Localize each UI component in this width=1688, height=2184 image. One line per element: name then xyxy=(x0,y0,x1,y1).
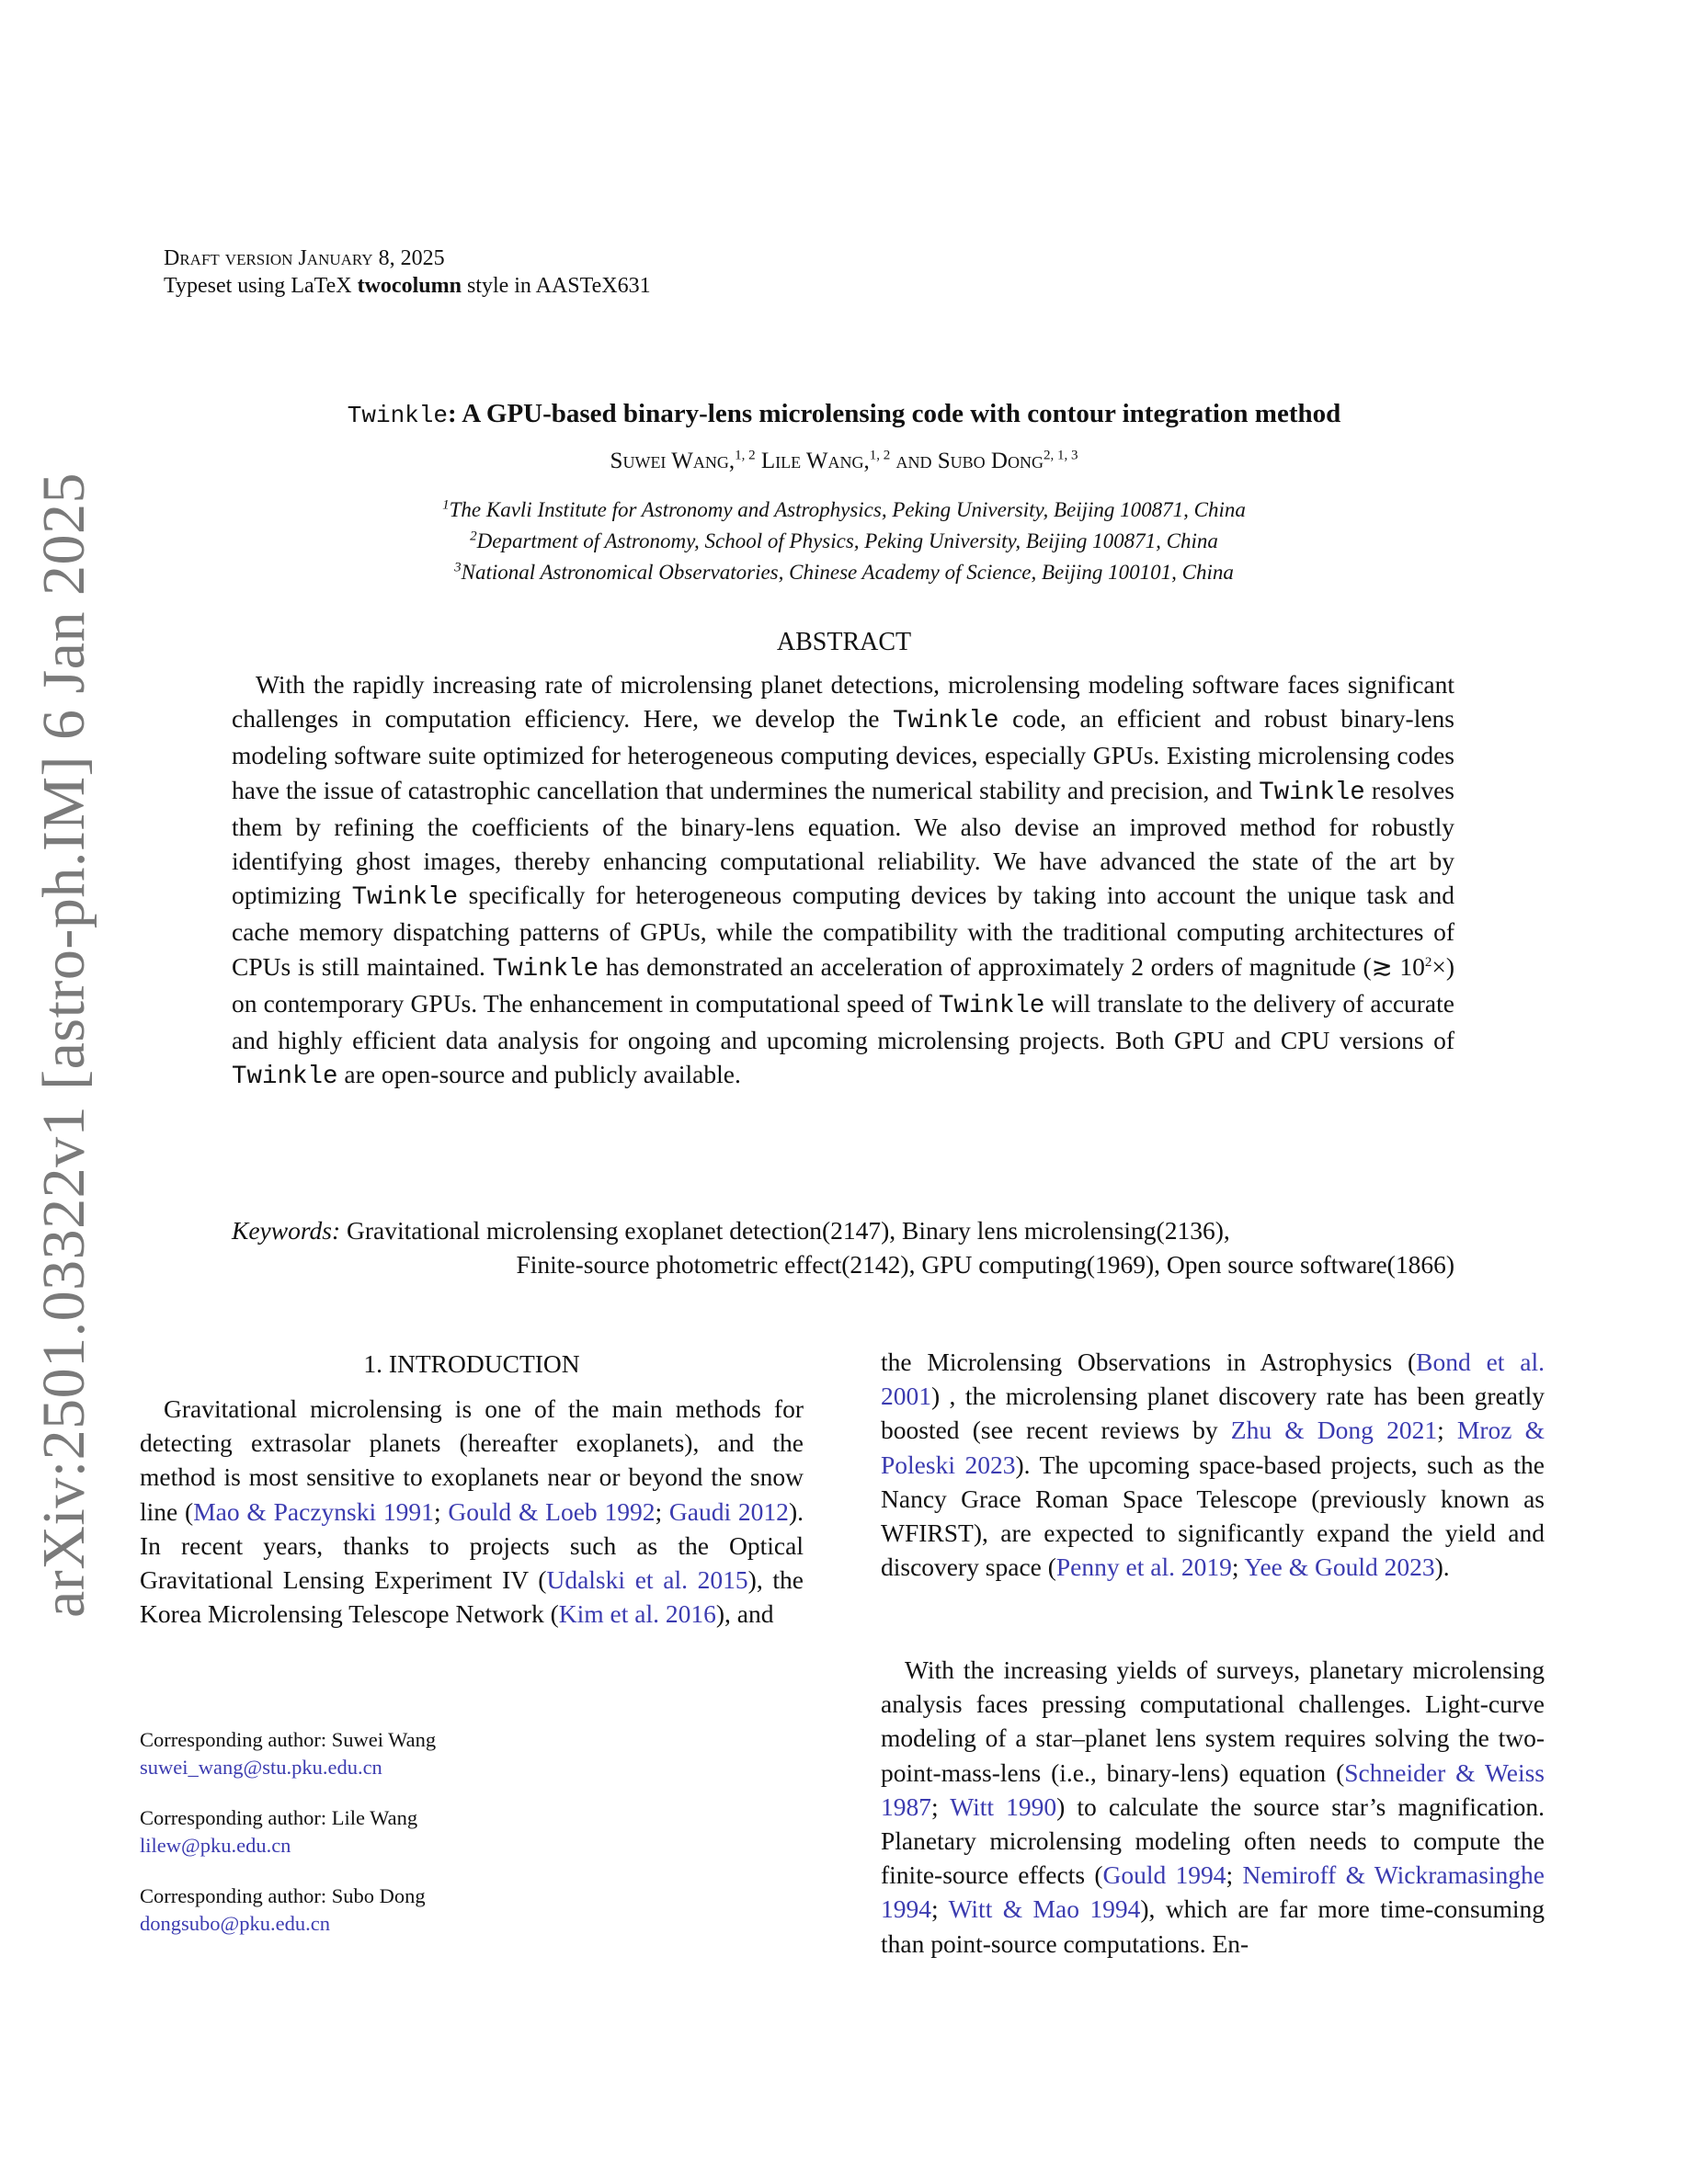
abstract-text: resolves them by refining the coefficients of the binary-lens equation. We also devise an improved method for robustly identifying ghost images, thereby enhancing computational reliability. We have advanced the state of the art by optimizing xyxy=(232,775,1454,910)
citation-link[interactable]: Mao & Paczynski 1991 xyxy=(193,1496,434,1526)
citation-link[interactable]: Witt & Mao 1994 xyxy=(948,1894,1141,1924)
abstract-text: specifically for heterogeneous computing devices by taking into account the unique task and cache memory dispatching patterns of GPUs, while the compatibility with the traditional computing architectures of CPUs is still maintained. xyxy=(232,881,1454,981)
author-1-affil: 1, 2 xyxy=(735,448,756,463)
citation-link[interactable]: Gould 1994 xyxy=(1102,1860,1226,1890)
paragraph-text: ; xyxy=(931,1894,949,1924)
affiliation-num: 1 xyxy=(442,497,450,513)
author-and: and xyxy=(890,449,938,473)
citation-link[interactable]: Penny et al. 2019 xyxy=(1055,1553,1232,1582)
corresponding-author-3 xyxy=(140,1883,426,1938)
paragraph-text: ; xyxy=(931,1792,951,1821)
section-heading: 1. INTRODUCTION xyxy=(363,1349,580,1378)
title-code: Twinkle xyxy=(347,402,448,429)
code-name: Twinkle xyxy=(492,954,599,984)
draft-version: Draft version January 8, 2025 xyxy=(164,246,445,270)
affiliation-num: 2 xyxy=(470,529,477,544)
paragraph-text: ) , the microlensing planet discovery rate has been greatly boosted (see recent reviews by xyxy=(881,1382,1545,1445)
citation-link[interactable]: Witt 1990 xyxy=(950,1792,1057,1821)
typeset-suffix: style in AASTeX631 xyxy=(461,274,651,298)
paragraph-text: ). The upcoming space-based projects, such as the Nancy Grace Roman Space Telescope (previously known as WFIRST), are expected to significantly expand the yield and discovery space ( xyxy=(881,1450,1545,1582)
affiliation-1 xyxy=(138,496,1550,524)
abstract-text: will translate to the delivery of accurate and highly efficient data analysis for ongoing and upcoming microlensing projects. Both GPU and CPU versions of xyxy=(232,988,1454,1055)
latex-logo: LaTeX xyxy=(291,274,352,298)
typeset-style: twocolumn xyxy=(351,274,462,298)
email-link[interactable]: suwei_wang@stu.pku.edu.cn xyxy=(140,1756,382,1779)
title-text: : A GPU-based binary-lens microlensing code with contour integration method xyxy=(447,399,1341,428)
intro-paragraph-2 xyxy=(881,1653,1545,1961)
citation-link[interactable]: Yee & Gould 2023 xyxy=(1244,1553,1435,1582)
corresponding-author-2 xyxy=(140,1804,417,1860)
draft-header xyxy=(164,245,651,300)
keywords-text: Gravitational microlensing exoplanet detection(2147), Binary lens microlensing(2136), xyxy=(340,1216,1230,1245)
abstract-text: ×) on contemporary GPUs. The enhancement in computational speed of xyxy=(232,951,1455,1018)
paragraph-text: ; xyxy=(655,1496,669,1526)
paper-title xyxy=(138,397,1550,432)
code-name: Twinkle xyxy=(232,1063,338,1092)
typeset-line xyxy=(164,272,651,300)
abstract-text: are open-source and publicly available. xyxy=(337,1060,741,1089)
keywords xyxy=(232,1213,1454,1281)
abstract-text: With the rapidly increasing rate of microlensing planet detections, microlensing modeling software faces significant challenges in computation efficiency. Here, we develop the xyxy=(232,670,1454,734)
corresponding-author-1 xyxy=(140,1726,436,1781)
abstract-heading: ABSTRACT xyxy=(776,628,912,656)
citation-link[interactable]: Schneider & Weiss 1987 xyxy=(881,1757,1545,1821)
author-2: Lile Wang, xyxy=(755,449,870,473)
email-link[interactable]: lilew@pku.edu.cn xyxy=(140,1834,291,1857)
affiliation-text: Department of Astronomy, School of Physics, Peking University, Beijing 100871, China xyxy=(476,529,1218,552)
citation-link[interactable]: Bond et al. 2001 xyxy=(881,1348,1545,1411)
corresponding-label: Corresponding author: Suwei Wang xyxy=(140,1728,437,1751)
code-name: Twinkle xyxy=(893,707,999,736)
paragraph-text: ), the Korea Microlensing Telescope Network ( xyxy=(140,1565,804,1629)
citation-link[interactable]: Gaudi 2012 xyxy=(668,1496,789,1526)
affiliation-num: 3 xyxy=(454,560,462,575)
author-3-affil: 2, 1, 3 xyxy=(1043,448,1078,463)
citation-link[interactable]: Kim et al. 2016 xyxy=(558,1599,716,1629)
keywords-line-1 xyxy=(232,1213,1454,1247)
paragraph-text: ; xyxy=(1226,1860,1243,1890)
paragraph-text: Gravitational microlensing is one of the main methods for detecting extrasolar planets (hereafter exoplanets), and the method is most sensitive to exoplanets near or beyond the snow line ( xyxy=(140,1394,804,1526)
corresponding-label: Corresponding author: Lile Wang xyxy=(140,1806,418,1829)
paragraph-text: the Microlensing Observations in Astrophysics ( xyxy=(881,1348,1417,1376)
citation-link[interactable]: Zhu & Dong 2021 xyxy=(1230,1416,1438,1445)
affiliation-3 xyxy=(138,559,1550,586)
keywords-label: Keywords: xyxy=(232,1216,341,1245)
paragraph-text: ). xyxy=(1434,1553,1450,1582)
citation-link[interactable]: Nemiroff & Wickramasinghe 1994 xyxy=(881,1860,1545,1924)
paragraph-text: ) to calculate the source star’s magnification. Planetary microlensing modeling often needs to compute the finite-source effects ( xyxy=(881,1792,1545,1890)
abstract-text: code, an efficient and robust binary-lens modeling software suite optimized for heterogeneous computing devices, especially GPUs. Existing microlensing codes have the issue of catastrophic cancellation that undermines the numerical stability and precision, and xyxy=(232,704,1455,804)
paragraph-text: ; xyxy=(433,1496,449,1526)
paragraph-text: ; xyxy=(1231,1553,1245,1582)
citation-link[interactable]: Udalski et al. 2015 xyxy=(546,1565,748,1595)
intro-paragraph-1 xyxy=(140,1392,804,1631)
code-name: Twinkle xyxy=(351,883,459,913)
exponent: 2 xyxy=(1424,954,1432,970)
citation-link[interactable]: Gould & Loeb 1992 xyxy=(448,1496,656,1526)
code-name: Twinkle xyxy=(1259,778,1365,807)
typeset-prefix: Typeset using xyxy=(164,274,291,298)
affiliation-2 xyxy=(138,528,1550,555)
email-link[interactable]: dongsubo@pku.edu.cn xyxy=(140,1912,330,1935)
author-3: Subo Dong xyxy=(937,449,1044,473)
abstract-text: has demonstrated an acceleration of approximately 2 orders of magnitude (≳ 10 xyxy=(599,951,1425,981)
paragraph-text: ; xyxy=(1437,1416,1457,1445)
intro-paragraph-1-cont xyxy=(881,1345,1545,1584)
author-list xyxy=(138,447,1550,476)
author-1: Suwei Wang, xyxy=(610,449,736,473)
code-name: Twinkle xyxy=(938,991,1045,1020)
affiliation-text: National Astronomical Observatories, Chinese Academy of Science, Beijing 100101, China xyxy=(461,561,1234,584)
paragraph-text: ), and xyxy=(715,1599,774,1629)
paragraph-text: ), which are far more time-consuming than point-source computations. En- xyxy=(881,1894,1545,1958)
paragraph-text: ). In recent years, thanks to projects such as the Optical Gravitational Lensing Experiment IV ( xyxy=(140,1496,804,1595)
corresponding-label: Corresponding author: Subo Dong xyxy=(140,1884,426,1907)
abstract-body xyxy=(232,667,1454,1094)
affiliation-text: The Kavli Institute for Astronomy and Astrophysics, Peking University, Beijing 100871, China xyxy=(449,498,1246,521)
citation-link[interactable]: Mroz & Poleski 2023 xyxy=(881,1416,1545,1479)
arxiv-stamp: arXiv:2501.03322v1 [astro-ph.IM] 6 Jan 2025 xyxy=(30,472,97,1618)
paragraph-text: With the increasing yields of surveys, planetary microlensing analysis faces pressing computational challenges. Light-curve modeling of a star–planet lens system requires solving the two-point-mass-lens (i.e., binary-lens) equation ( xyxy=(881,1655,1545,1787)
author-2-affil: 1, 2 xyxy=(869,448,891,463)
keywords-line-2: Finite-source photometric effect(2142), GPU computing(1969), Open source software(1866) xyxy=(516,1250,1454,1280)
